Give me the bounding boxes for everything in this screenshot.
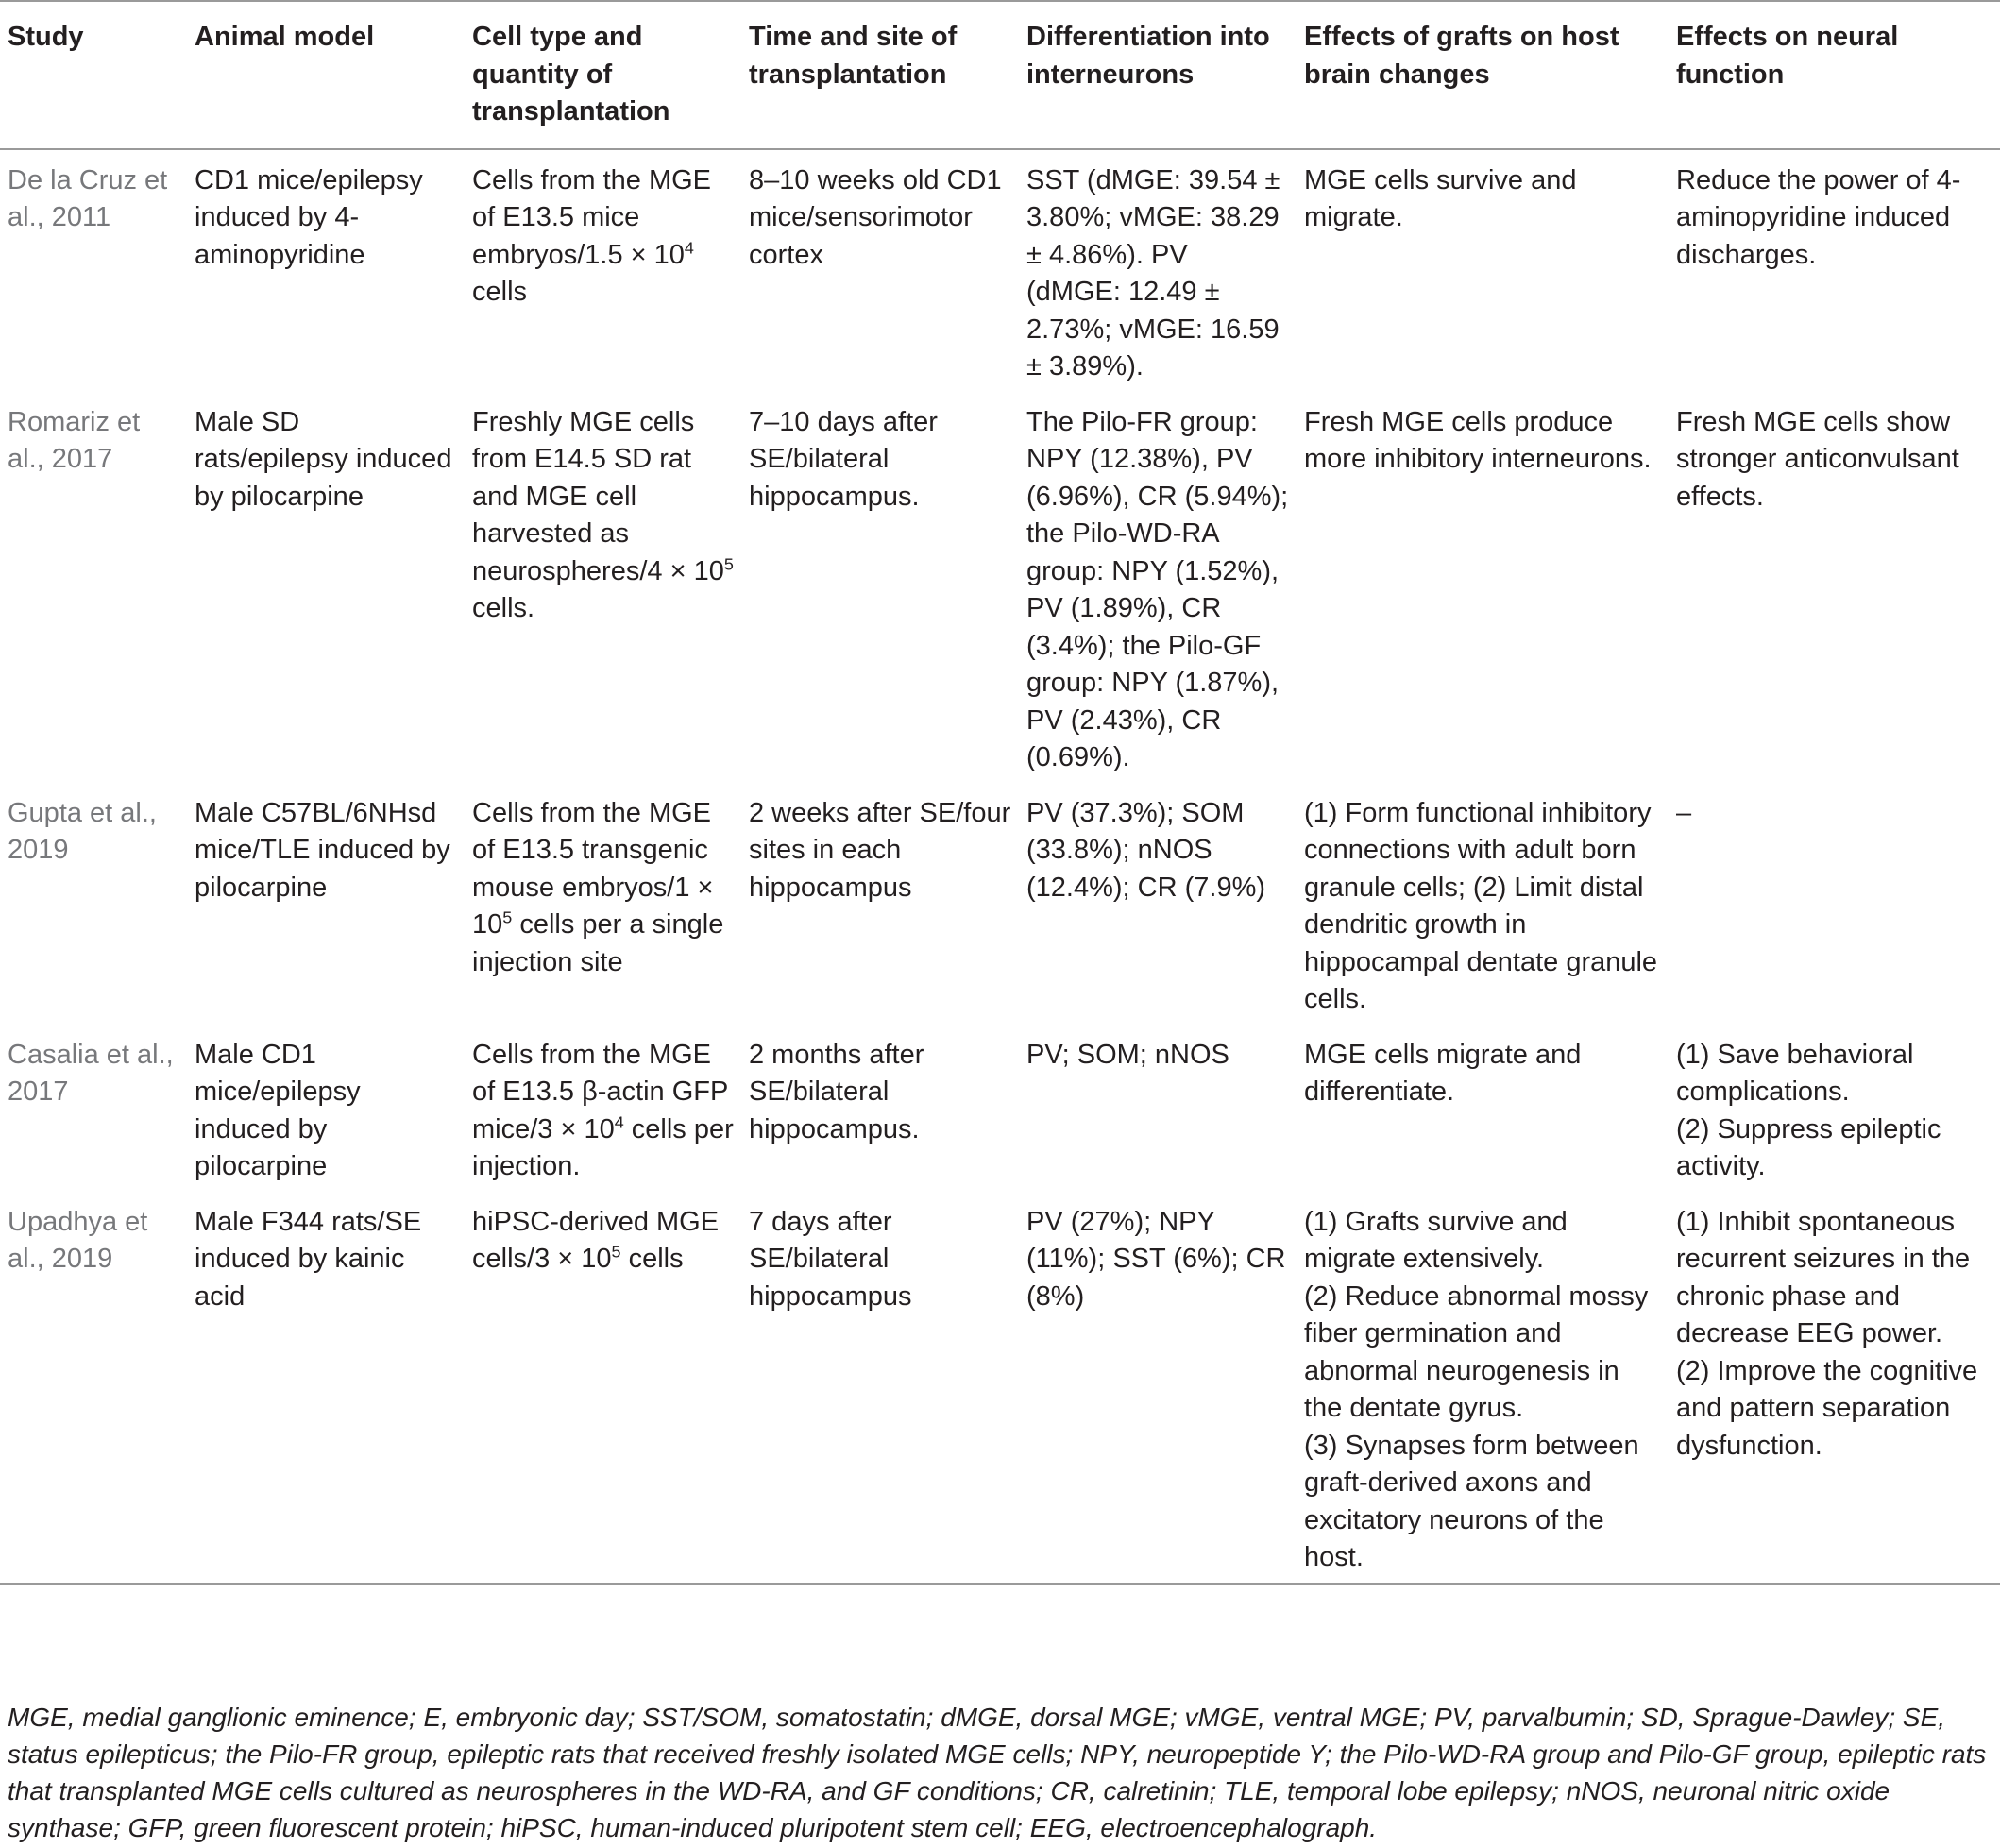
effects-host-cell: MGE cells migrate and differentiate.: [1304, 1039, 1582, 1107]
exponent: 5: [611, 1242, 621, 1262]
animal-model-cell: Male F344 rats/SE induced by kainic acid: [195, 1206, 422, 1312]
differentiation-cell: The Pilo-FR group: NPY (12.38%), PV (6.96%), CR (5.94%); the Pilo-WD-RA group: NPY (1.52%), PV (1.89%), CR (3.4%); the Pilo-GF group: NPY (1.87%), PV (2.43%), CR (0.69%).: [1026, 406, 1289, 772]
study-cell: Upadhya et al., 2019: [8, 1206, 148, 1274]
time-site-cell: 2 months after SE/bilateral hippocampus.: [749, 1039, 924, 1144]
effects-neural-cell: [1669, 1025, 2000, 1192]
effects-host-cell: (1) Form functional inhibitory connections with adult born granule cells; (2) Limit distal dendritic growth in hippocampal dentate granule cells.: [1304, 797, 1658, 1014]
animal-model-cell: Male SD rats/epilepsy induced by pilocarpine: [195, 406, 452, 512]
cell-type-text: Freshly MGE cells from E14.5 SD rat and MGE cell harvested as neurospheres/4 × 10: [472, 406, 724, 586]
study-cell: Romariz et al., 2017: [8, 406, 141, 474]
time-site-cell: 7 days after SE/bilateral hippocampus: [749, 1206, 912, 1312]
cell-type-text-end: cells: [620, 1244, 684, 1274]
cell-type-text-end: cells per a single injection site: [472, 909, 724, 977]
time-site-cell: 7–10 days after SE/bilateral hippocampus.: [749, 406, 938, 512]
table-row: [0, 1025, 2000, 1192]
cell-type-cell: [465, 783, 741, 1025]
exponent: 5: [502, 907, 513, 927]
effects-host-cell: MGE cells survive and migrate.: [1304, 164, 1577, 232]
cell-type-text: hiPSC-derived MGE cells/3 × 10: [472, 1206, 720, 1274]
animal-model-cell: Male C57BL/6NHsd mice/TLE induced by pilocarpine: [195, 797, 450, 903]
exponent: 4: [684, 237, 694, 257]
effect-line: (1) Inhibit spontaneous recurrent seizures in the chronic phase and decrease EEG power.: [1676, 1206, 1971, 1348]
study-cell: De la Cruz et al., 2011: [8, 164, 168, 232]
table-row: [0, 1192, 2000, 1584]
effects-neural-cell: –: [1676, 797, 1692, 828]
differentiation-cell: SST (dMGE: 39.54 ± 3.80%; vMGE: 38.29 ± 4.86%). PV (dMGE: 12.49 ± 2.73%; vMGE: 16.59 ± 3.89%).: [1026, 164, 1280, 381]
cell-type-cell: [465, 392, 741, 783]
table-footnote: MGE, medial ganglionic eminence; E, embryonic day; SST/SOM, somatostatin; dMGE, dorsal MGE; vMGE, ventral MGE; PV, parvalbumin; SD, Sprague-Dawley; SE, status epilepticus; the Pilo-FR group, epileptic rats that received freshly isolated MGE cells; NPY, neuropeptide Y; the Pilo-WD-RA group and Pilo-GF group, epileptic rats that transplanted MGE cells cultured as neurospheres in the WD-RA, and GF conditions; CR, calretinin; TLE, temporal lobe epilepsy; nNOS, neuronal nitric oxide synthase; GFP, green fluorescent protein; hiPSC, human-induced pluripotent stem cell; EEG, electroencephalograph.: [8, 1703, 1987, 1842]
header-effects-neural: Effects on neural function: [1676, 22, 1899, 90]
differentiation-cell: PV (37.3%); SOM (33.8%); nNOS (12.4%); CR (7.9%): [1026, 797, 1266, 903]
effect-line: (2) Improve the cognitive and pattern separation dysfunction.: [1676, 1355, 1978, 1461]
effects-host-cell: [1297, 1192, 1669, 1584]
effect-line: (1) Grafts survive and migrate extensively.: [1304, 1206, 1568, 1274]
table-header: [0, 1, 2000, 149]
effects-host-cell: Fresh MGE cells produce more inhibitory interneurons.: [1304, 406, 1652, 474]
cell-type-text: Cells from the MGE of E13.5 mice embryos/1.5 × 10: [472, 164, 711, 270]
cell-type-text-end: cells: [472, 277, 528, 307]
differentiation-cell: PV; SOM; nNOS: [1026, 1039, 1229, 1070]
time-site-cell: 2 weeks after SE/four sites in each hippocampus: [749, 797, 1011, 903]
table-body: [0, 149, 2000, 1584]
header-cell-type: Cell type and quantity of transplantation: [472, 22, 670, 127]
cell-type-text: Cells from the MGE of E13.5 transgenic mouse embryos/1 × 10: [472, 797, 714, 940]
cell-type-cell: [465, 1025, 741, 1192]
differentiation-cell: PV (27%); NPY (11%); SST (6%); CR (8%): [1026, 1206, 1286, 1312]
exponent: 4: [614, 1111, 624, 1131]
header-effects-host: Effects of grafts on host brain changes: [1304, 22, 1619, 90]
effects-neural-cell: Fresh MGE cells show stronger anticonvulsant effects.: [1676, 406, 1959, 512]
study-cell: Casalia et al., 2017: [8, 1039, 174, 1107]
effect-line: (3) Synapses form between graft-derived axons and excitatory neurons of the host.: [1304, 1430, 1639, 1572]
animal-model-cell: CD1 mice/epilepsy induced by 4-aminopyridine: [195, 164, 423, 270]
table-row: [0, 783, 2000, 1025]
cell-type-cell: [465, 149, 741, 392]
header-animal-model: Animal model: [195, 22, 375, 52]
cell-type-text: Cells from the MGE of E13.5 β-actin GFP mice/3 × 10: [472, 1039, 728, 1144]
header-time-site: Time and site of transplantation: [749, 22, 958, 90]
table-row: [0, 149, 2000, 392]
cell-type-cell: [465, 1192, 741, 1584]
header-study: Study: [8, 22, 84, 52]
effects-neural-cell: [1669, 1192, 2000, 1584]
time-site-cell: 8–10 weeks old CD1 mice/sensorimotor cortex: [749, 164, 1002, 270]
table-row: [0, 392, 2000, 783]
effect-line: (2) Reduce abnormal mossy fiber germination and abnormal neurogenesis in the dentate gyrus.: [1304, 1280, 1649, 1423]
effect-line: (1) Save behavioral complications.: [1676, 1039, 1914, 1107]
cell-type-text-end: cells per injection.: [472, 1113, 734, 1181]
animal-model-cell: Male CD1 mice/epilepsy induced by pilocarpine: [195, 1039, 361, 1181]
header-differentiation: Differentiation into interneurons: [1026, 22, 1270, 90]
cell-type-text-end: cells.: [472, 593, 535, 623]
study-cell: Gupta et al., 2019: [8, 797, 157, 865]
effect-line: (2) Suppress epileptic activity.: [1676, 1113, 1941, 1181]
effects-neural-cell: Reduce the power of 4-aminopyridine induced discharges.: [1676, 164, 1961, 270]
exponent: 5: [723, 553, 734, 573]
header-row: [0, 1, 2000, 149]
